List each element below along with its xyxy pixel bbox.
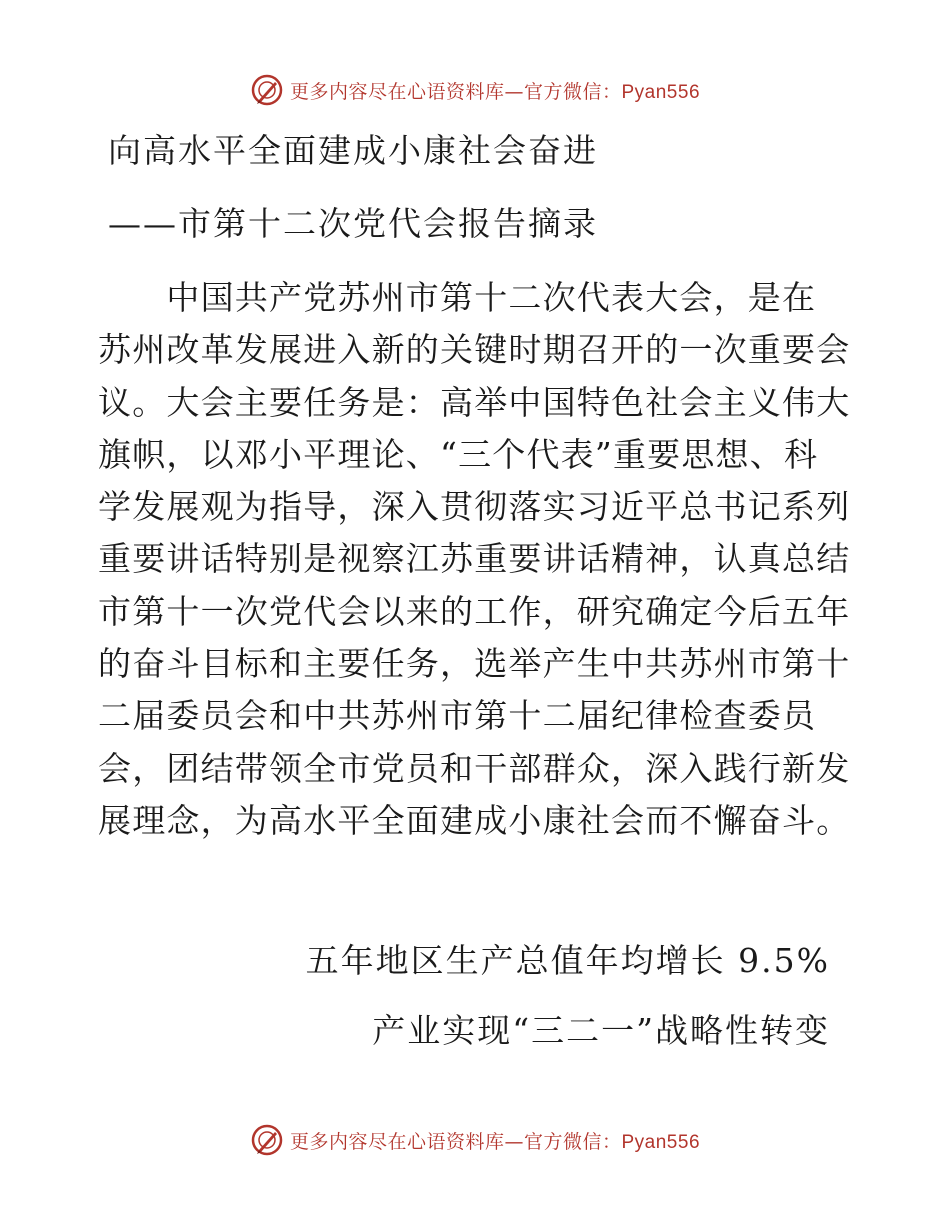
article-subtitle: ——市第十二次党代会报告摘录 (108, 204, 598, 243)
watermark-account: Pyan556 (621, 81, 701, 103)
watermark-text: 更多内容尽在心语资料库—官方微信：Pyan556 (289, 80, 701, 103)
section-heading-industry: 产业实现“三二一”战略性转变 (372, 1011, 830, 1050)
paragraph-line: 中国共产党苏州市第十二次代表大会，是在 (98, 278, 817, 317)
paragraph-line: 市第十一次党代会以来的工作，研究确定今后五年 (98, 591, 851, 631)
paragraph-line: 二届委员会和中共苏州市第十二届纪律检查委员 (98, 696, 817, 736)
watermark-footer (0, 1120, 950, 1160)
section-heading-gdp: 五年地区生产总值年均增长 9.5% (305, 941, 830, 980)
paragraph-line: 重要讲话特别是视察江苏重要讲话精神，认真总结 (98, 539, 851, 579)
paragraph-line: 议。大会主要任务是：高举中国特色社会主义伟大 (98, 382, 851, 422)
watermark-text: 更多内容尽在心语资料库—官方微信：Pyan556 (289, 1130, 701, 1153)
watermark-header (0, 70, 950, 110)
paragraph-line: 展理念，为高水平全面建成小康社会而不懈奋斗。 (98, 800, 851, 840)
paragraph-line: 的奋斗目标和主要任务，选举产生中共苏州市第十 (98, 644, 851, 684)
paragraph-line: 苏州改革发展进入新的关键时期召开的一次重要会 (98, 330, 851, 370)
paragraph-line: 会，团结带领全市党员和干部群众，深入践行新发 (98, 748, 851, 788)
pen-logo-icon (250, 1123, 284, 1157)
paragraph-line: 旗帜，以邓小平理论、“三个代表”重要思想、科 (98, 434, 819, 474)
watermark-account: Pyan556 (621, 1131, 701, 1153)
pen-logo-icon (250, 73, 284, 107)
article-title: 向高水平全面建成小康社会奋进 (108, 131, 598, 170)
article-paragraph (98, 272, 850, 847)
paragraph-line: 学发展观为指导，深入贯彻落实习近平总书记系列 (98, 487, 851, 527)
